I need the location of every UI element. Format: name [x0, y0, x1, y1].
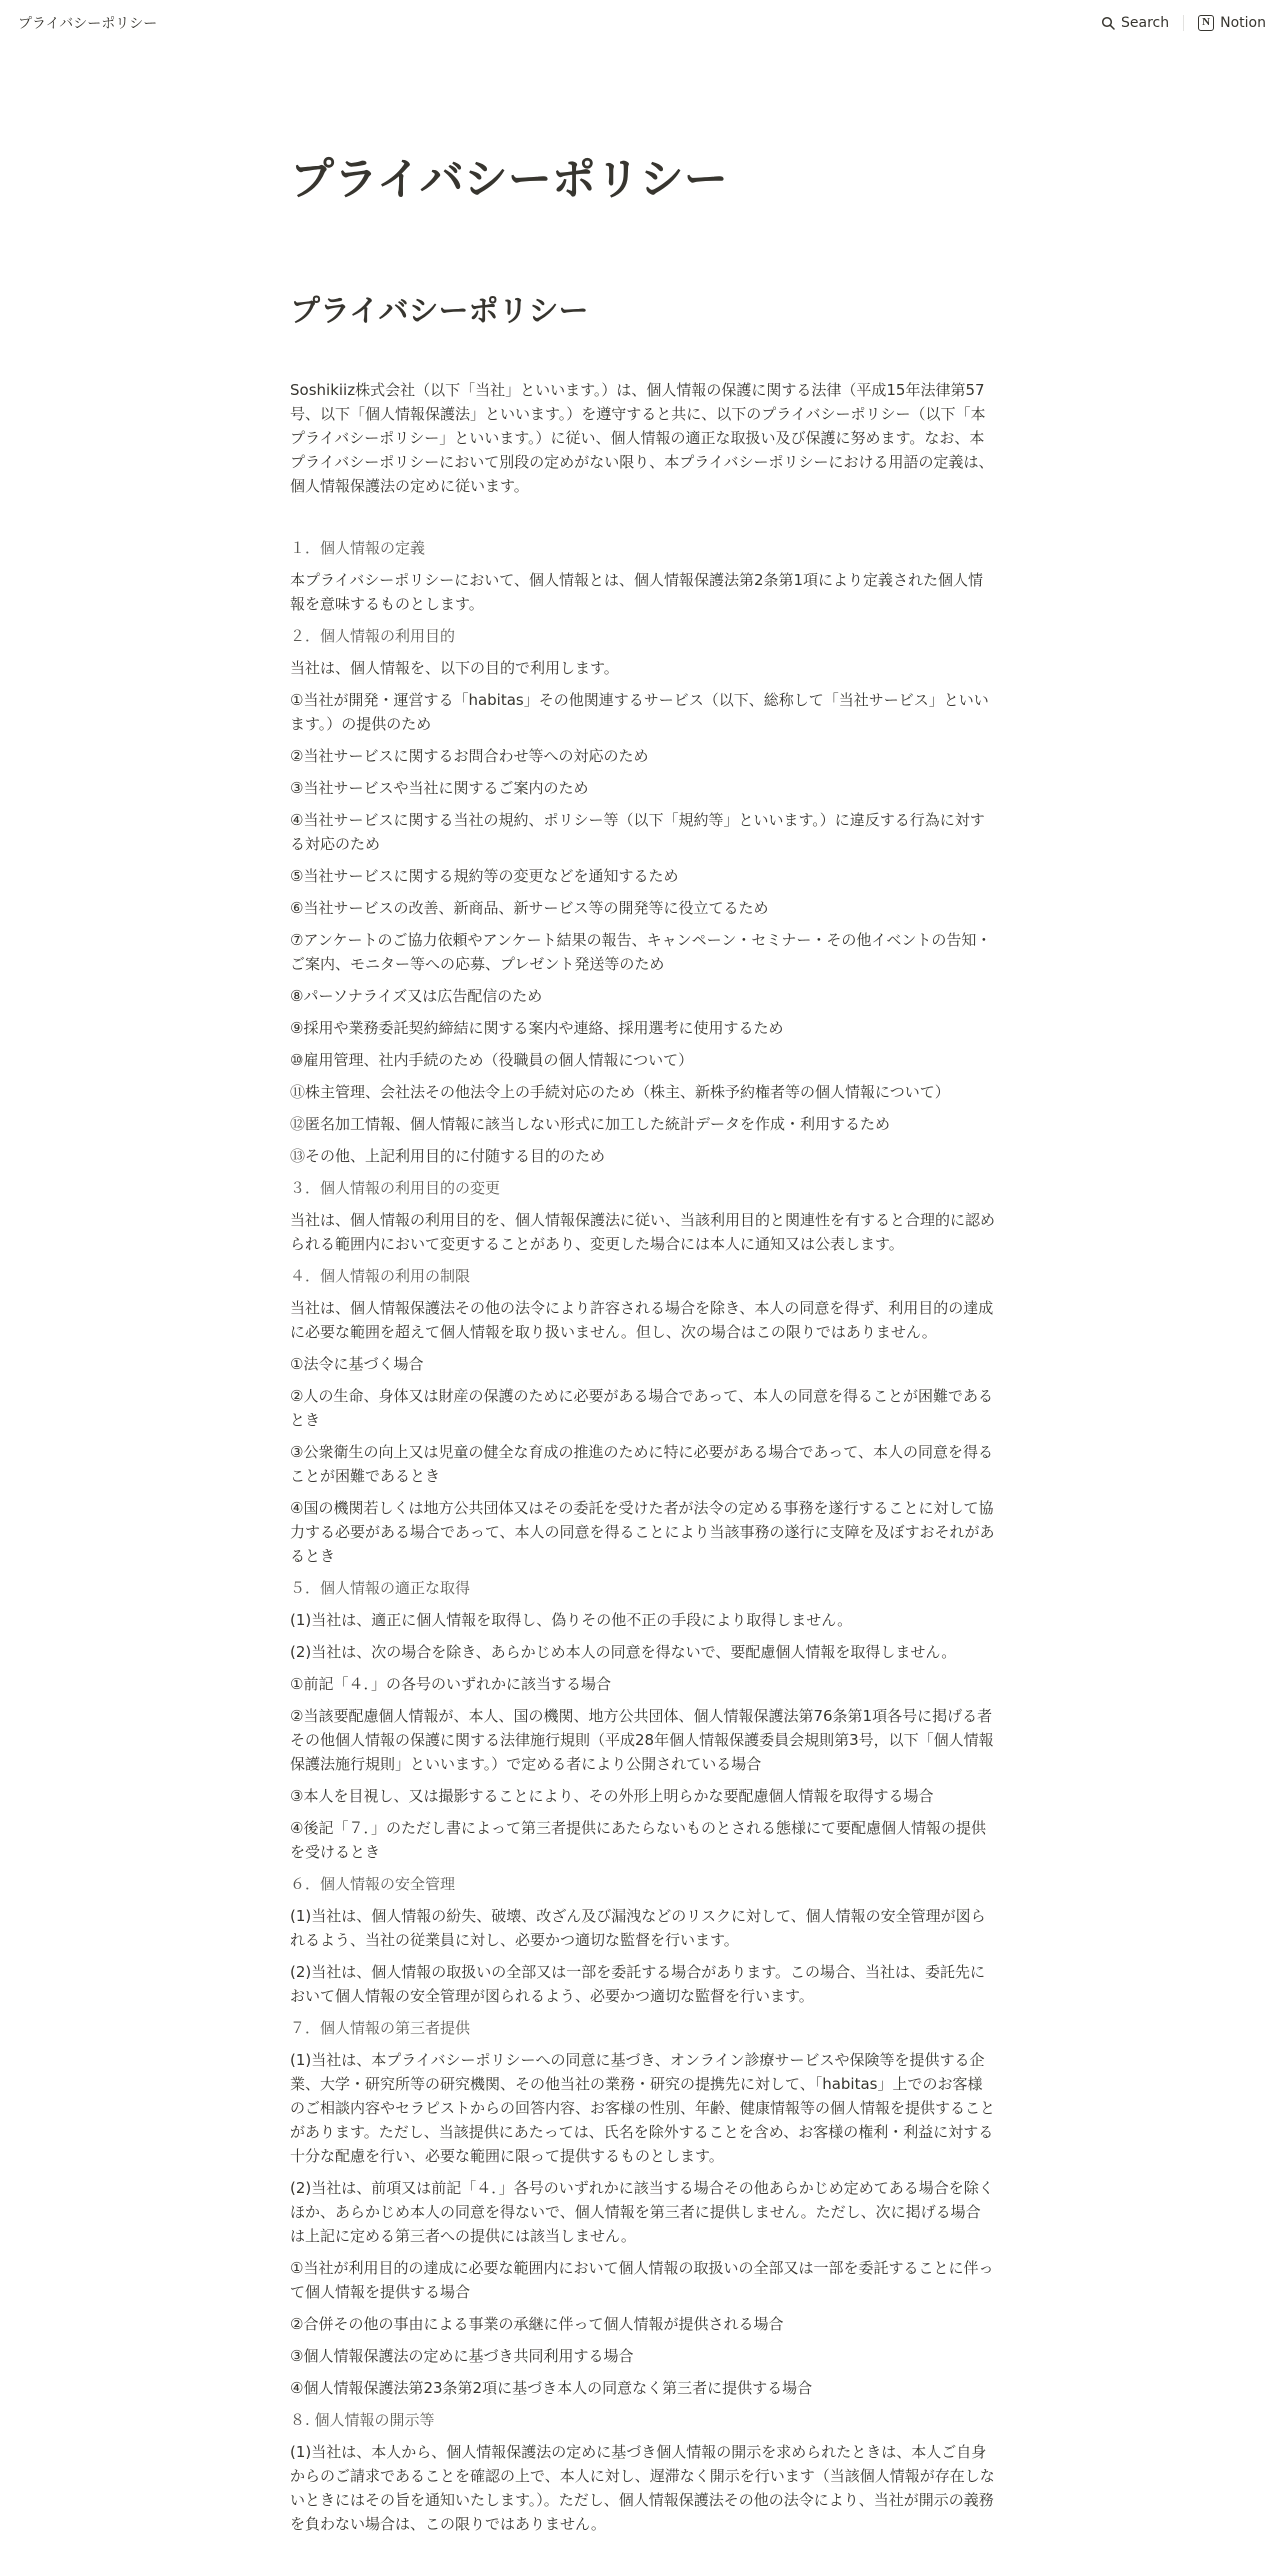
paragraph: (1)当社は、個人情報の紛失、破壊、改ざん及び漏洩などのリスクに対して、個人情報の安全管理が図られるよう、当社の従業員に対し、必要かつ適切な監督を行います。 [290, 1907, 986, 1949]
paragraph: ⑨採用や業務委託契約締結に関する案内や連絡、採用選考に使用するため [290, 1019, 784, 1037]
paragraph: (2)当社は、個人情報の取扱いの全部又は一部を委託する場合があります。この場合、当社は、委託先において個人情報の安全管理が図られるよう、必要かつ適切な監督を行います。 [290, 1963, 986, 2005]
paragraph: ①当社が開発・運営する「habitas」その他関連するサービス（以下、総称して「当社サービス」といいます。）の提供のため [290, 691, 989, 733]
intro-paragraph: Soshikiiz株式会社（以下「当社」といいます。）は、個人情報の保護に関する法律（平成15年法律第57号、以下「個人情報保護法」といいます。）を遵守すると共に、以下のプライバシーポリシー（以下「本プライバシーポリシー」といいます。）に従い、個人情報の適正な取扱い及び保護に努めます。なお、本プライバシーポリシーにおいて別段の定めがない限り、本プライバシーポリシーにおける用語の定義は、個人情報保護法の定めに従います。 [290, 381, 994, 495]
paragraph: (2)当社は、前項又は前記「４．」各号のいずれかに該当する場合その他あらかじめ定めてある場合を除くほか、あらかじめ本人の同意を得ないで、個人情報を第三者に提供しません。ただし、次に掲げる場合は上記に定める第三者への提供には該当しません。 [290, 2179, 994, 2245]
section-heading: ５．個人情報の適正な取得 [290, 1579, 471, 1597]
paragraph: ⑦アンケートのご協力依頼やアンケート結果の報告、キャンペーン・セミナー・その他イベントの告知・ご案内、モニター等への応募、プレゼント発送等のため [290, 931, 992, 973]
paragraph: ①当社が利用目的の達成に必要な範囲内において個人情報の取扱いの全部又は一部を委託することに伴って個人情報を提供する場合 [290, 2259, 994, 2301]
policy-body [290, 536, 995, 2544]
paragraph: 当社は、個人情報の利用目的を、個人情報保護法に従い、当該利用目的と関連性を有すると合理的に認められる範囲内において変更することがあり、変更した場合には本人に通知又は公表します。 [290, 1211, 996, 1253]
paragraph: (2)当社は、次の場合を除き、あらかじめ本人の同意を得ないで、要配慮個人情報を取得しません。 [290, 1643, 957, 1661]
paragraph: ④当社サービスに関する当社の規約、ポリシー等（以下「規約等」といいます。）に違反する行為に対する対応のため [290, 811, 985, 853]
divider [1183, 15, 1184, 31]
breadcrumb[interactable]: プライバシーポリシー [18, 15, 158, 32]
notion-label: Notion [1220, 14, 1266, 31]
section-heading: ８. 個人情報の開示等 [290, 2411, 435, 2429]
paragraph: ⑧パーソナライズ又は広告配信のため [290, 987, 543, 1005]
section-heading: ３．個人情報の利用目的の変更 [290, 1179, 501, 1197]
paragraph: (1)当社は、本プライバシーポリシーへの同意に基づき、オンライン診療サービスや保険等を提供する企業、大学・研究所等の研究機関、その他当社の業務・研究の提携先に対して、「habitas」上でのお客様のご相談内容やセラピストからの回答内容、お客様の性別、年齢、健康情報等の個人情報を提供することがあります。ただし、当該提供にあたっては、氏名を除外することを含め、お客様の権利・利益に対する十分な配慮を行い、必要な範囲に限って提供するものとします。 [290, 2051, 996, 2165]
paragraph: ②当社サービスに関するお問合わせ等への対応のため [290, 747, 649, 765]
paragraph: ①前記「４．」の各号のいずれかに該当する場合 [290, 1675, 611, 1693]
page-title: プライバシーポリシー [290, 154, 728, 205]
paragraph: ⑪株主管理、会社法その他法令上の手続対応のため（株主、新株予約権者等の個人情報について） [290, 1083, 950, 1101]
paragraph: ③当社サービスや当社に関するご案内のため [290, 779, 589, 797]
paragraph: ②合併その他の事由による事業の承継に伴って個人情報が提供される場合 [290, 2315, 784, 2333]
paragraph: 当社は、個人情報保護法その他の法令により許容される場合を除き、本人の同意を得ず、利用目的の達成に必要な範囲を超えて個人情報を取り扱いません。但し、次の場合はこの限りではありません。 [290, 1299, 994, 1341]
paragraph: ④国の機関若しくは地方公共団体又はその委託を受けた者が法令の定める事務を遂行することに対して協力する必要がある場合であって、本人の同意を得ることにより当該事務の遂行に支障を及ぼすおそれがあるとき [290, 1499, 995, 1565]
paragraph: (1)当社は、適正に個人情報を取得し、偽りその他不正の手段により取得しません。 [290, 1611, 853, 1629]
paragraph: ⑤当社サービスに関する規約等の変更などを通知するため [290, 867, 679, 885]
section-heading: ７．個人情報の第三者提供 [290, 2019, 471, 2037]
paragraph: ⑥当社サービスの改善、新商品、新サービス等の開発等に役立てるため [290, 899, 769, 917]
paragraph: ④個人情報保護法第23条第2項に基づき本人の同意なく第三者に提供する場合 [290, 2379, 813, 2397]
paragraph: ⑩雇用管理、社内手続のため（役職員の個人情報について） [290, 1051, 694, 1069]
paragraph: ③個人情報保護法の定めに基づき共同利用する場合 [290, 2347, 634, 2365]
paragraph: ⑫匿名加工情報、個人情報に該当しない形式に加工した統計データを作成・利用するため [290, 1115, 891, 1133]
paragraph: ⑬その他、上記利用目的に付随する目的のため [290, 1147, 606, 1165]
section-heading: ２．個人情報の利用目的 [290, 627, 456, 645]
paragraph: ③公衆衛生の向上又は児童の健全な育成の推進のために特に必要がある場合であって、本人の同意を得ることが困難であるとき [290, 1443, 994, 1485]
search-button[interactable] [1101, 15, 1169, 31]
paragraph: (1)当社は、本人から、個人情報保護法の定めに基づき個人情報の開示を求められたときは、本人ご自身からのご請求であることを確認の上で、本人に対し、遅滞なく開示を行います（当該個人情報が存在しないときにはその旨を通知いたします。）。ただし、個人情報保護法その他の法令により、当社が開示の義務を負わない場合は、この限りではありません。 [290, 2443, 995, 2533]
paragraph: ②人の生命、身体又は財産の保護のために必要がある場合であって、本人の同意を得ることが困難であるとき [290, 1387, 994, 1429]
search-icon [1101, 16, 1115, 30]
paragraph: ①法令に基づく場合 [290, 1355, 424, 1373]
paragraph: ③本人を目視し、又は撮影することにより、その外形上明らかな要配慮個人情報を取得する場合 [290, 1787, 934, 1805]
heading: プライバシーポリシー [290, 294, 589, 329]
topbar-actions [1101, 15, 1266, 31]
paragraph: ④後記「７．」のただし書によって第三者提供にあたらないものとされる態様にて要配慮個人情報の提供を受けるとき [290, 1819, 986, 1861]
search-label: Search [1121, 14, 1170, 31]
paragraph: 当社は、個人情報を、以下の目的で利用します。 [290, 659, 619, 677]
section-heading: ４．個人情報の利用の制限 [290, 1267, 471, 1285]
paragraph: ②当該要配慮個人情報が、本人、国の機関、地方公共団体、個人情報保護法第76条第1項各号に掲げる者その他個人情報の保護に関する法律施行規則（平成28年個人情報保護委員会規則第3号，以下「個人情報保護法施行規則」といいます。）で定める者により公開されている場合 [290, 1707, 994, 1773]
section-heading: ６．個人情報の安全管理 [290, 1875, 456, 1893]
topbar [0, 0, 1284, 45]
section-heading: １．個人情報の定義 [290, 539, 426, 557]
paragraph: 本プライバシーポリシーにおいて、個人情報とは、個人情報保護法第2条第1項により定義された個人情報を意味するものとします。 [290, 571, 984, 613]
notion-button[interactable] [1198, 15, 1266, 31]
notion-logo-icon: N [1198, 15, 1214, 31]
